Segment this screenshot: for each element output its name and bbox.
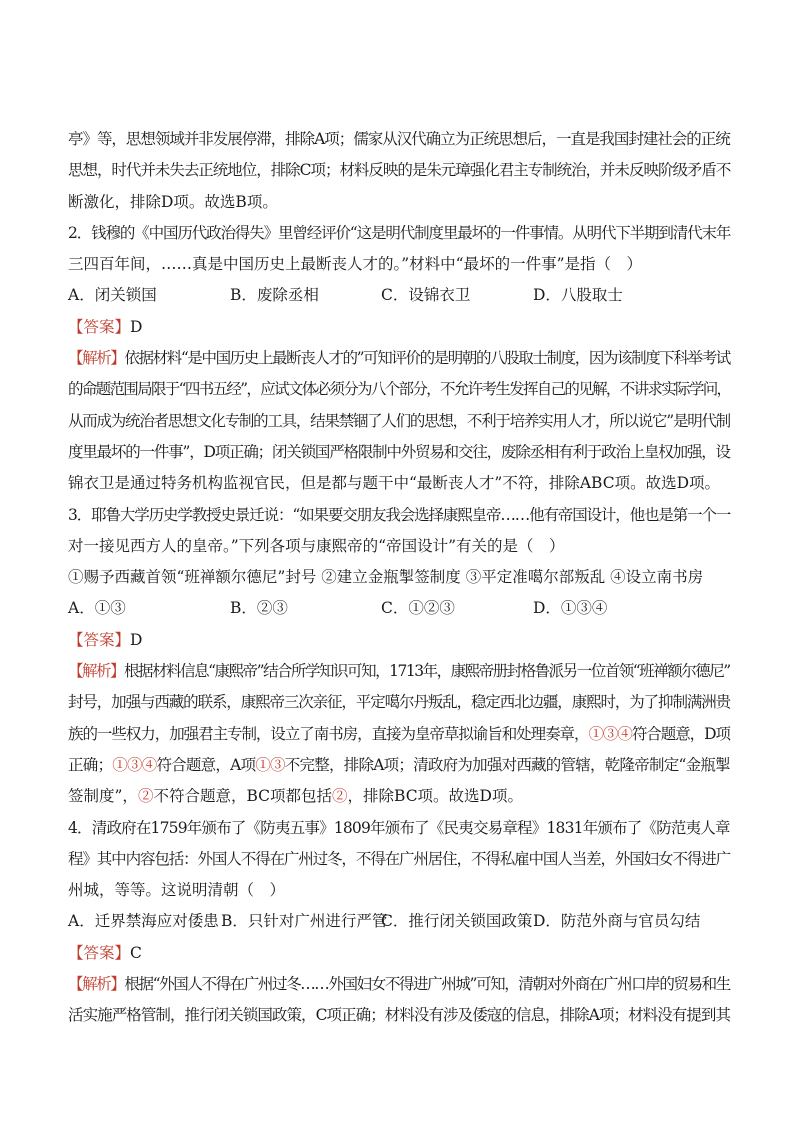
analysis-tag: 【解析】: [68, 975, 125, 994]
question-2-analysis: 从而成为统治者思想文化专制的工具，结果禁锢了人们的思想，不利于培养实用人才，所以说它”是明代制: [68, 411, 730, 430]
question-3-stem: 对一接见西方人的皇帝。”下列各项与康熙帝的“帝国设计”有关的是（ ）: [68, 536, 565, 555]
option-b: B．②③: [230, 599, 288, 618]
option-a: A．迁界禁海应对倭患: [68, 912, 219, 931]
question-3-analysis: 签制度”，②不符合题意，BC项都包括②，排除BC项。故选D项。: [68, 787, 523, 806]
question-3-analysis: 正确；①③④符合题意，A项①③不完整，排除A项；清政府为加强对西藏的管辖，乾隆帝制定“金瓶掣: [68, 755, 730, 774]
document-content: [68, 124, 730, 1032]
question-4-stem: 4．清政府在1759年颁布了《防夷五事》1809年颁布了《民夷交易章程》1831年颁布了《防范夷人章: [68, 818, 730, 837]
question-2-analysis: 度里最坏的一件事”，D项正确；闭关锁国严格限制中外贸易和交往，废除丞相有利于政治上皇权加强，设: [68, 442, 730, 461]
answer-tag: 【答案】: [68, 317, 131, 336]
question-4-analysis: 活实施严格管制，推行闭关锁国政策，C项正确；材料没有涉及倭寇的信息，排除A项；材料没有提到其: [68, 1006, 731, 1025]
question-4-stem: 州城，等等。这说明清朝（ ）: [68, 881, 286, 900]
question-3-analysis: 【解析】根据材料信息“康熙帝”结合所学知识可知，1713年，康熙帝册封格鲁派另一位首领“班禅额尔德尼”: [68, 662, 730, 681]
question-2-analysis: 锦衣卫是通过特务机构监视官民，但是都与题干中“最断丧人才”不符，排除ABC项。故选D项。: [68, 474, 721, 493]
question-3-answer: [68, 625, 730, 656]
question-4-options: [68, 906, 730, 937]
option-b: B．废除丞相: [230, 286, 319, 305]
question-2-stem: 三四百年间，……真是中国历史上最断丧人才的。”材料中“最坏的一件事”是指（ ）: [68, 255, 643, 274]
analysis-tag: 【解析】: [68, 662, 125, 681]
question-3-analysis: 族的一些权力，加强君主专制，设立了南书房，直接为皇帝草拟谕旨和处理奏章，①③④符合题意，D项: [68, 724, 730, 743]
prev-analysis-line: 亭》等，思想领域并非发展停滞，排除A项；儒家从汉代确立为正统思想后，一直是我国封建社会的正统: [68, 130, 730, 148]
highlight-mark: ②: [137, 787, 154, 806]
highlight-mark: ①③④: [112, 755, 157, 774]
option-d: D．①③④: [533, 599, 608, 618]
highlight-mark: ②: [332, 787, 348, 806]
answer-value: D: [130, 630, 143, 649]
question-3-stem: 3．耶鲁大学历史学教授史景迁说：“如果要交朋友我会选择康熙皇帝……他有帝国设计，他也是第一个一: [68, 505, 731, 524]
option-a: A．闭关锁国: [68, 286, 157, 305]
answer-value: C: [130, 943, 142, 962]
option-d: D．防范外商与官员勾结: [533, 912, 701, 931]
question-4-answer: [68, 938, 730, 969]
question-2-stem: 2．钱穆的《中国历代政治得失》里曾经评价“这是明代制度里最坏的一件事情。从明代下半期到清代末年: [68, 223, 731, 242]
question-2-options: [68, 280, 730, 311]
question-4-analysis: 【解析】根据“外国人不得在广州过冬……外国妇女不得进广州城”可知，清朝对外商在广州口岸的贸易和生: [68, 975, 730, 994]
answer-value: D: [130, 317, 143, 336]
option-c: C．设锦衣卫: [381, 286, 471, 305]
answer-tag: 【答案】: [68, 630, 131, 649]
highlight-mark: ①③: [255, 755, 285, 774]
option-b: B．只针对广州进行严管: [221, 912, 388, 931]
option-a: A．①③: [68, 599, 126, 618]
question-2-analysis: 【解析】依据材料“是中国历史上最断丧人才的”可知评价的是明朝的八股取士制度，因为该制度下科举考试: [68, 349, 730, 368]
option-c: C．推行闭关锁国政策: [381, 912, 533, 931]
option-c: C．①②③: [381, 599, 455, 618]
prev-analysis-line: 思想，时代并未失去正统地位，排除C项；材料反映的是朱元璋强化君主专制统治，并未反映阶级矛盾不: [68, 161, 731, 180]
question-3-analysis: 封号，加强与西藏的联系，康熙帝三次亲征，平定噶尔丹叛乱，稳定西北边疆，康熙时，为了抑制满洲贵: [68, 693, 731, 712]
analysis-tag: 【解析】: [68, 349, 125, 368]
question-4-stem: 程》其中内容包括：外国人不得在广州过冬，不得在广州居住，不得私雇中国人当差，外国妇女不得进广: [68, 849, 731, 868]
highlight-mark: ①③④: [588, 724, 632, 743]
question-3-items: ①赐予西藏首领“班禅额尔德尼”封号 ②建立金瓶掣签制度 ③平定准噶尔部叛乱 ④设立南书房: [68, 568, 704, 587]
option-d: D．八股取士: [533, 286, 623, 305]
answer-tag: 【答案】: [68, 943, 131, 962]
prev-analysis-line: 断激化，排除D项。故选B项。: [68, 192, 278, 211]
question-2-analysis: 的命题范围局限于“四书五经”，应试文体必须分为八个部分，不允许考生发挥自己的见解，不讲求实际学问，: [68, 380, 731, 399]
question-3-options: [68, 593, 730, 624]
question-2-answer: [68, 312, 730, 343]
